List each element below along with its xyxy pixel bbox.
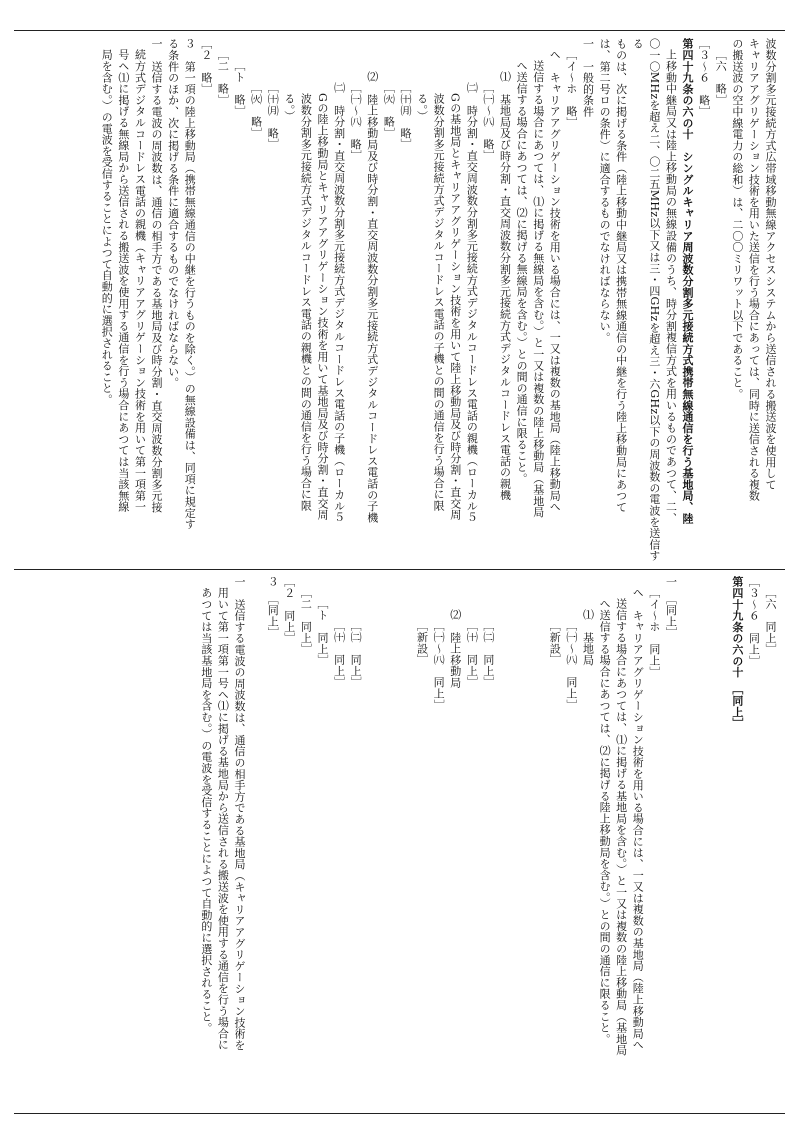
current-line: ヘ キャリアアグリゲーション技術を用いる場合には、一又は複数の基地局（陸上移動局へ (548, 49, 562, 513)
current-line: ［㈠～㈧ 略］ (349, 82, 363, 162)
previous-line: ３ ［同上］ (266, 576, 280, 639)
previous-line (380, 576, 397, 1106)
current-line: 号ヘ⑴に掲げる無線局から送信される搬送波を使用する通信を行う場合にあつては当該無線 (116, 49, 130, 513)
current-line: キャリアアグリゲーション技術を用いた送信を行う場合にあっては、同時に送信される複数 (747, 38, 761, 502)
current-line: 一 一般的条件 (581, 38, 595, 118)
previous-line: ［㈩ 同上］ (465, 620, 479, 688)
current-line: る条件のほか、次に掲げる条件に適合するものでなければならない。 (166, 38, 180, 389)
previous-line: ヘ キャリアアグリゲーション技術を用いる場合には、一又は複数の基地局（陸上移動局へ (631, 587, 645, 1051)
previous-line: ⑵ 陸上移動局 (448, 609, 462, 689)
current-line: ⑵ 陸上移動局及び時分割・直交周波数分割多元接続方式デジタルコードレス電話の子機 (365, 71, 379, 523)
previous-line: ［二 同上］ (299, 587, 313, 655)
current-line: Gの陸上移動局とキャリアアグリゲーション技術を用いて基地局及び時分割・直交周 (315, 93, 329, 521)
previous-text-body (22, 576, 778, 1106)
current-line: 一 送信する電波の周波数は、通信の相手方である基地局及び時分割・直交周波数分割多元接 (150, 38, 164, 513)
current-line: 波数分割多元接続方式デジタルコードレス電話の子機との間の通信を行う場合に限 (432, 93, 446, 512)
previous-line: ［六 同上］ (764, 587, 777, 655)
previous-line (695, 576, 712, 1106)
previous-line (396, 576, 413, 1106)
current-line: Gの基地局とキャリアアグリゲーション技術を用いて陸上移動局及び時分割・直交周 (448, 93, 462, 521)
row-divider (14, 569, 785, 570)
current-line: る。） (282, 93, 296, 122)
current-line: ［六 略］ (714, 49, 728, 106)
current-line: 局を含む。）の電波を受信することによつて自動的に選択されること。 (100, 49, 114, 406)
current-line: 上移動中継局又は陸上移動局の無線設備のうち、時分割複信方式を用いるものであつて、二、 (664, 49, 678, 524)
current-line: ［㈫ 略］ (382, 82, 396, 139)
previous-line (496, 576, 513, 1106)
current-line: は、第二号ロの条件）に適合するものでなければならない。 (598, 38, 612, 344)
previous-line: 一 送信する電波の周波数は、通信の相手方である基地局（キャリアアグリゲーション技術を (233, 576, 246, 1051)
current-line: ［二 略］ (216, 49, 230, 106)
previous-line (712, 576, 729, 1106)
previous-line: へ送信する場合にあつては、⑵に掲げる陸上移動局を含む。）との間の通信に限ること。 (598, 598, 612, 1045)
current-line: ㈡ 時分割・直交周波数分割多元接続方式デジタルコードレス電話の親機（ローカル５ (465, 82, 479, 523)
current-line: の搬送波の空中線電力の総和）は、二〇〇ミリワット以下であること。 (730, 38, 744, 400)
previous-line: ［イ～ホ 同上］ (647, 587, 661, 678)
current-line: ［㈠～㈧ 略］ (481, 82, 495, 162)
current-line: ［㈫ 略］ (249, 82, 263, 139)
previous-line: ［㈠～㈧ 同上］ (432, 620, 446, 711)
current-line: ［㈩㈪ 略］ (266, 82, 280, 150)
previous-line (513, 576, 530, 1106)
previous-line: ［２ 同上］ (282, 576, 296, 644)
previous-line: ［㈡ 同上］ (481, 620, 495, 688)
previous-line: 第四十九条の六の十 ［同上］ (730, 576, 744, 729)
previous-line: 一 ［同上］ (664, 576, 678, 639)
current-line: 波数分割多元接続方式デジタルコードレス電話の親機との間の通信を行う場合に限 (299, 93, 313, 512)
current-line: ［ト 略］ (233, 60, 246, 117)
current-line: ［㈩㈪ 略］ (398, 82, 412, 150)
previous-line: あつては当該基地局を含む。）の電波を受信することによつて自動的に選択されること。 (199, 587, 213, 1034)
previous-line: 用いて第一項第一号ヘ⑴に掲げる基地局から送信される搬送波を使用する通信を行う場合に (216, 587, 230, 1051)
current-line: ㈡ 時分割・直交周波数分割多元接続方式デジタルコードレス電話の子機（ローカル５ (332, 82, 346, 523)
current-text-body (22, 38, 778, 563)
current-line: へ送信する場合にあつては、⑵に掲げる無線局を含む。）との間の通信に限ること。 (515, 60, 529, 484)
previous-line: ⑴ 基地局 (581, 609, 595, 666)
previous-line: ［㈡ 同上］ (349, 620, 363, 688)
previous-line: ［新設］ (548, 620, 562, 666)
current-line: ⑴ 基地局及び時分割・直交周波数分割多元接続方式デジタルコードレス電話の親機 (498, 71, 512, 501)
previous-line: ［㈩ 同上］ (332, 620, 346, 688)
previous-line: ［新設］ (415, 620, 429, 666)
previous-line: ［ト 同上］ (315, 598, 329, 666)
current-line: ［３～６ 略］ (697, 38, 711, 118)
current-line: 〇一〇MHzを超え二、〇二五MHz以下又は三・四GHzを超え三・六GHz以下の周波数の電波を送信する (631, 38, 661, 562)
current-line: ものは、次に掲げる条件（陸上移動中継局又は携帯無線通信の中継を行う陸上移動局にあつて (614, 38, 628, 513)
previous-line: 送信する場合にあつては、⑴に掲げる基地局を含む。）と一又は複数の陸上移動局（基地局 (614, 598, 628, 1056)
current-line: ［２ 略］ (199, 38, 213, 95)
previous-line: ［３～６ 同上］ (747, 576, 761, 667)
current-line: 第四十九条の六の十 シングルキャリア周波数分割多元接続方式携帯無線通信を行う基地局、陸 (681, 38, 695, 524)
previous-line (363, 576, 380, 1106)
current-text-pane (22, 38, 778, 563)
previous-text-pane (22, 576, 778, 1106)
previous-line (678, 576, 695, 1106)
current-line: ［イ～ホ 略］ (564, 49, 578, 129)
current-line: 続方式デジタルコードレス電話の親機（キャリアアグリゲーション技術を用いて第一項第一 (133, 49, 147, 513)
previous-line (247, 576, 264, 1106)
current-line: ３ 第一項の陸上移動局（携帯無線通信の中継を行うものを除く。）の無線設備は、同項に規定す (183, 38, 197, 530)
previous-line (529, 576, 546, 1106)
current-line: 送信する場合にあつては、⑴に掲げる無線局を含む。）と一又は複数の陸上移動局（基地局 (531, 60, 545, 518)
previous-line: ［㈠～㈧ 同上］ (564, 620, 578, 711)
current-line: る。） (415, 93, 429, 122)
current-line: 波数分割多元接続方式広帯域移動無線アクセスシステムから送信される搬送波を使用して (764, 38, 777, 490)
